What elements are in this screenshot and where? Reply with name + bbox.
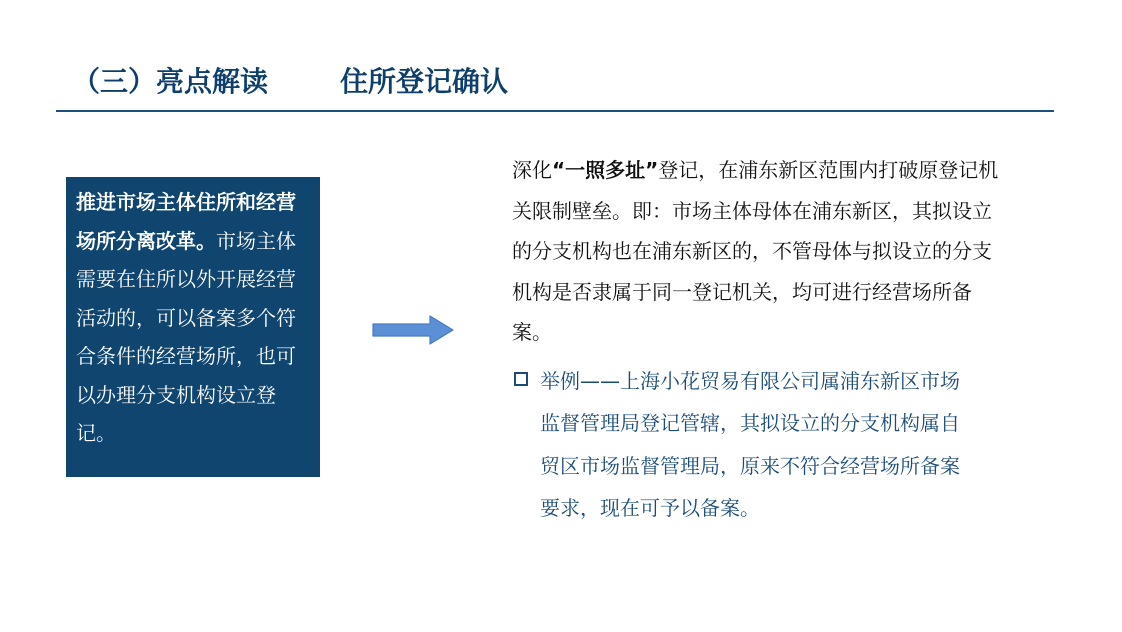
slide-title xyxy=(72,56,508,104)
one-license-multi-address-highlight: “一照多址” xyxy=(552,158,659,182)
example-item xyxy=(514,360,974,529)
right-arrow-icon xyxy=(372,315,454,345)
reform-summary-panel xyxy=(66,177,320,477)
explanation-text xyxy=(512,150,1002,353)
reform-body-text: 市场主体需要在住所以外开展经营活动的，可以备案多个符合条件的经营场所，也可以办理分支机构设立登记。 xyxy=(76,228,296,445)
title-divider xyxy=(56,110,1054,112)
example-text: 举例——上海小花贸易有限公司属浦东新区市场监督管理局登记管辖，其拟设立的分支机构属自贸区市场监督管理局，原来不符合经营场所备案要求，现在可予以备案。 xyxy=(540,369,960,520)
explanation-prefix: 深化 xyxy=(512,158,552,182)
reform-lead-text: 推进市场主体住所和经营场所分离改革。 xyxy=(76,190,296,253)
section-title: （三）亮点解读 xyxy=(72,65,269,98)
checkbox-bullet-icon xyxy=(514,372,528,386)
topic-title: 住所登记确认 xyxy=(340,65,509,98)
explanation-body: 登记，在浦东新区范围内打破原登记机关限制壁垒。即：市场主体母体在浦东新区，其拟设立的分支机构也在浦东新区的，不管母体与拟设立的分支机构是否隶属于同一登记机关，均可进行经营场所备案。 xyxy=(512,158,999,345)
